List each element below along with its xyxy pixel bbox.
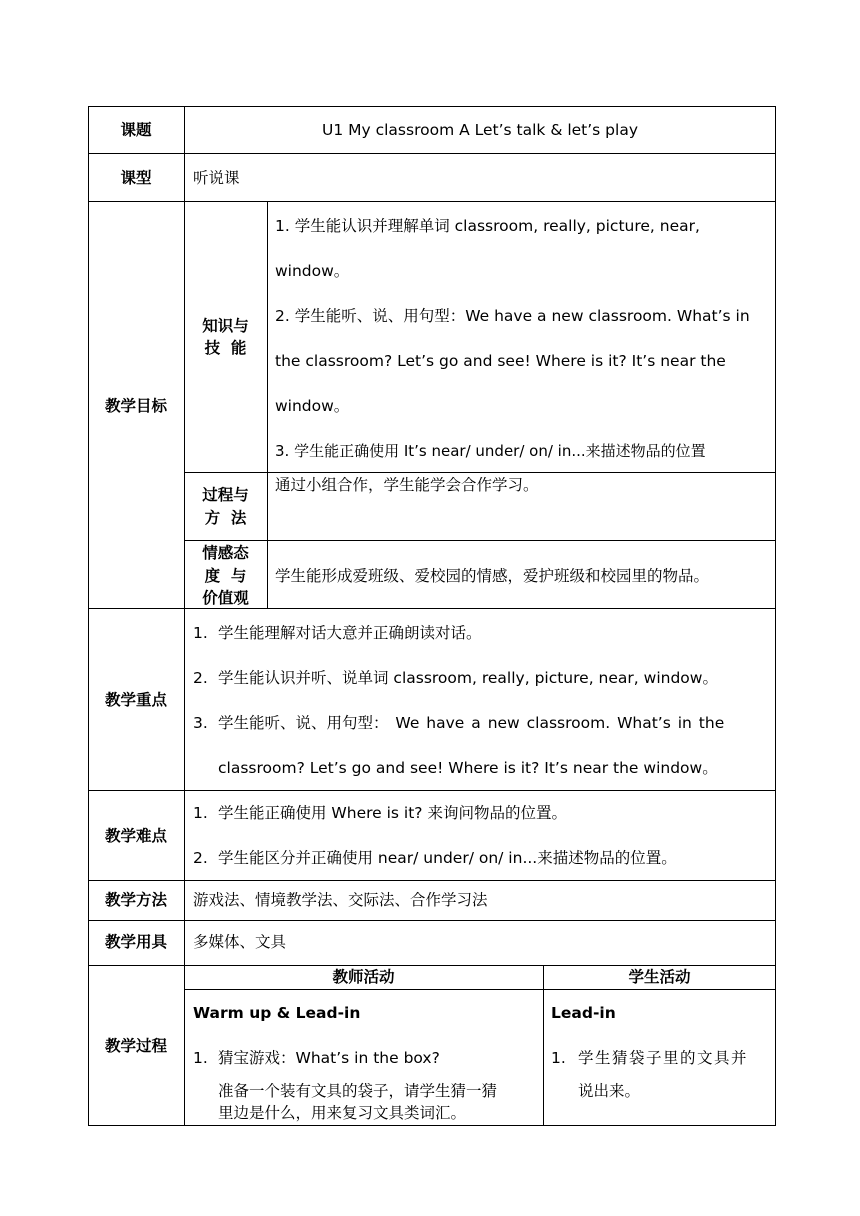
key-point-number: 1. [193, 624, 208, 642]
emotion-text: 学生能形成爱班级、爱校园的情感，爱护班级和校园里的物品。 [275, 567, 710, 585]
student-activity-header: 学生活动 [628, 968, 691, 986]
table-border-left [88, 106, 89, 1126]
key-point-number: 3. [193, 714, 208, 732]
difficulty-text: 学生能区分并正确使用 near/ under/ on/ in...来描述物品的位置。 [218, 849, 677, 867]
process-label: 教学过程 [104, 1037, 167, 1055]
knowledge-label-line2: 技 能 [204, 339, 247, 357]
teacher-item-description-continued: 里边是什么，用来复习文具类词汇。 [218, 1104, 467, 1122]
topic-label: 课题 [120, 121, 152, 139]
lesson-type-value: 听说课 [193, 169, 240, 187]
table-border-top [88, 106, 776, 107]
key-point-text: 学生能听、说、用句型： We have a new classroom. What’s in the [218, 714, 725, 732]
tools-label: 教学用具 [104, 933, 167, 951]
row-divider [88, 790, 776, 791]
key-point-number: 2. [193, 669, 208, 687]
difficulty-text: 学生能正确使用 Where is it? 来询问物品的位置。 [218, 804, 567, 822]
knowledge-label-line1: 知识与 [202, 317, 249, 335]
process-method-label-line2: 方 法 [204, 509, 247, 527]
knowledge-objective-line: 3. 学生能正确使用 It’s near/ under/ on/ in...来描述物品的位置 [275, 442, 706, 460]
student-item-text: 学生猜袋子里的文具并 [578, 1049, 749, 1067]
methods-label: 教学方法 [104, 891, 167, 909]
sub-row-divider [184, 472, 776, 473]
difficulty-number: 1. [193, 804, 208, 822]
teacher-item-title: 猜宝游戏：What’s in the box? [218, 1049, 440, 1067]
knowledge-objective-line: the classroom? Let’s go and see! Where is it? It’s near the [275, 352, 726, 370]
lesson-type-label: 课型 [120, 169, 152, 187]
teacher-item-description: 准备一个装有文具的袋子，请学生猜一猜 [218, 1082, 498, 1100]
knowledge-objective-line: 1. 学生能认识并理解单词 classroom, really, picture, near, [275, 217, 700, 235]
process-method-text: 通过小组合作，学生能学会合作学习。 [275, 476, 539, 494]
teacher-section-heading: Warm up & Lead-in [193, 1004, 361, 1022]
knowledge-objective-line: 2. 学生能听、说、用句型：We have a new classroom. What’s in [275, 307, 750, 325]
knowledge-objective-line: window。 [275, 397, 350, 415]
methods-value: 游戏法、情境教学法、交际法、合作学习法 [193, 891, 488, 909]
student-section-heading: Lead-in [551, 1004, 616, 1022]
topic-value: U1 My classroom A Let’s talk & let’s play [321, 121, 638, 139]
emotion-label-line3: 价值观 [202, 589, 249, 607]
key-points-label: 教学重点 [104, 691, 167, 709]
difficulty-number: 2. [193, 849, 208, 867]
emotion-label-line1: 情感态 [202, 544, 249, 562]
teacher-activity-header: 教师活动 [332, 968, 395, 986]
sub-column-divider [543, 965, 544, 1126]
sub-column-divider [267, 201, 268, 609]
row-divider [88, 920, 776, 921]
table-border-bottom [88, 1125, 776, 1126]
process-method-label-line1: 过程与 [202, 486, 249, 504]
sub-row-divider [184, 989, 776, 990]
sub-row-divider [184, 540, 776, 541]
student-item-text-continued: 说出来。 [578, 1082, 641, 1100]
row-divider [88, 880, 776, 881]
difficulties-label: 教学难点 [104, 827, 167, 845]
row-divider [88, 153, 776, 154]
tools-value: 多媒体、文具 [193, 933, 287, 951]
key-point-text: 学生能认识并听、说单词 classroom, really, picture, near, window。 [218, 669, 718, 687]
row-divider [88, 608, 776, 609]
teacher-item-number: 1. [193, 1049, 208, 1067]
objectives-label: 教学目标 [104, 397, 167, 415]
row-divider [88, 965, 776, 966]
student-item-number: 1. [551, 1049, 566, 1067]
knowledge-objective-line: window。 [275, 262, 350, 280]
row-divider [88, 201, 776, 202]
key-point-text-continued: classroom? Let’s go and see! Where is it? It’s near the window。 [218, 759, 718, 777]
key-point-text: 学生能理解对话大意并正确朗读对话。 [218, 624, 482, 642]
emotion-label-line2: 度 与 [204, 567, 247, 585]
